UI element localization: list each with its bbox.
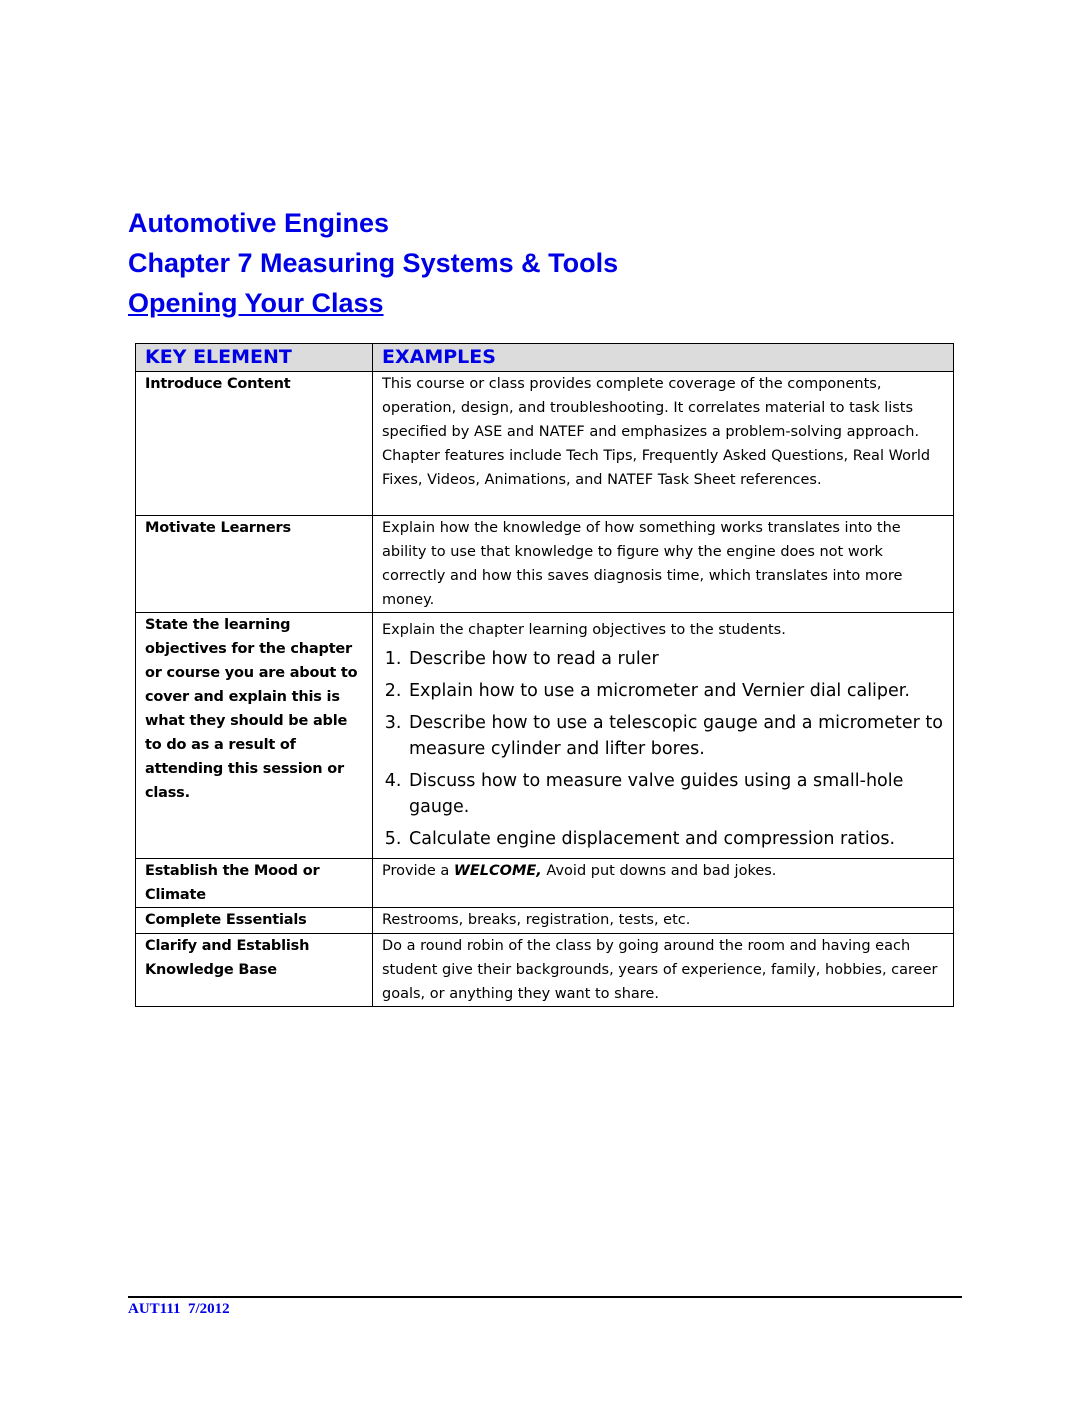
key-cell: Complete Essentials [136, 908, 373, 934]
objective-item: 3. Describe how to use a telescopic gauge and a micrometer to measure cylinder and lifter bores. [407, 710, 944, 762]
key-cell: Establish the Mood or Climate [136, 859, 373, 908]
key-cell: Motivate Learners [136, 516, 373, 613]
objective-item: 4. Discuss how to measure valve guides using a small-hole gauge. [407, 768, 944, 820]
chapter-title: Chapter 7 Measuring Systems & Tools [128, 248, 619, 278]
objectives-list [382, 646, 944, 852]
example-cell: Do a round robin of the class by going around the room and having each student give their backgrounds, years of experience, family, hobbies, career goals, or anything they want to share. [373, 934, 954, 1007]
table-row [136, 372, 954, 516]
table-header-row [136, 344, 954, 372]
header-key-element: KEY ELEMENT [136, 344, 373, 372]
section-title: Opening Your Class [128, 288, 384, 318]
document-title: Automotive Engines [128, 208, 390, 238]
table-row [136, 934, 954, 1007]
example-cell: Restrooms, breaks, registration, tests, etc. [373, 908, 954, 934]
example-cell: This course or class provides complete coverage of the components, operation, design, and troubleshooting. It correlates material to task lists specified by ASE and NATEF and emphasizes a problem-solving approach. Chapter features include Tech Tips, Frequently Asked Questions, Real World Fixes, Videos, Animations, and NATEF Task Sheet references. [373, 372, 954, 516]
example-cell: Explain how the knowledge of how something works translates into the ability to use that knowledge to figure why the engine does not work correctly and how this saves diagnosis time, which translates into more money. [373, 516, 954, 613]
key-cell: Introduce Content [136, 372, 373, 516]
objective-item: 5. Calculate engine displacement and compression ratios. [407, 826, 944, 852]
welcome-emphasis: WELCOME, [453, 863, 542, 879]
table-row [136, 613, 954, 859]
example-cell [373, 613, 954, 859]
table-row [136, 908, 954, 934]
example-cell [373, 859, 954, 908]
objective-item: 1. Describe how to read a ruler [407, 646, 944, 672]
objectives-intro: Explain the chapter learning objectives to the students. [382, 622, 786, 638]
header-examples: EXAMPLES [373, 344, 954, 372]
table-row [136, 516, 954, 613]
key-elements-table [135, 343, 954, 1007]
footer-text: AUT111 7/2012 [128, 1301, 230, 1317]
key-cell: State the learning objectives for the chapter or course you are about to cover and explain this is what they should be able to do as a result of attending this session or class. [136, 613, 373, 859]
footer-divider [128, 1296, 962, 1298]
example-text: Provide a [382, 863, 454, 879]
example-text: Avoid put downs and bad jokes. [541, 863, 777, 879]
objective-item: 2. Explain how to use a micrometer and Vernier dial caliper. [407, 678, 944, 704]
key-cell: Clarify and Establish Knowledge Base [136, 934, 373, 1007]
table-row [136, 859, 954, 908]
